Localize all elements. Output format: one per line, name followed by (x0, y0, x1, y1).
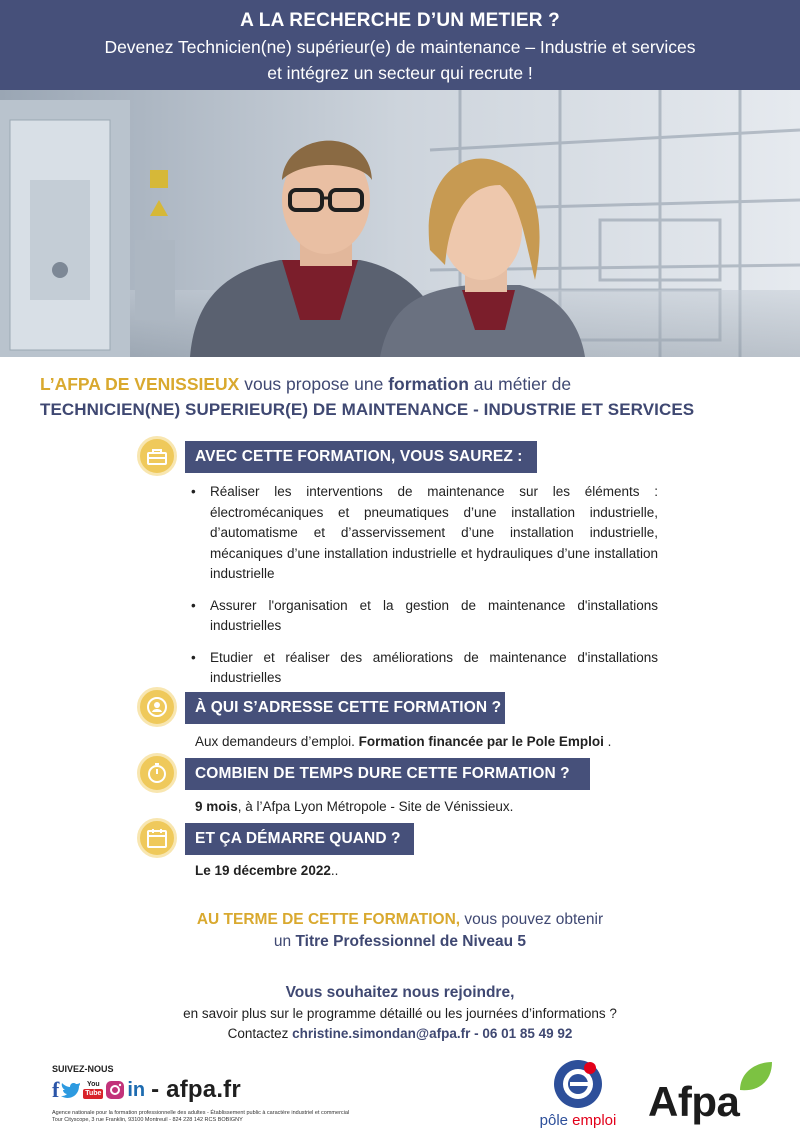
intro-text1: vous propose une (239, 374, 389, 394)
audience-icon (137, 687, 177, 727)
afpa-wordmark: Afpa (648, 1078, 740, 1125)
skills-list (190, 482, 658, 700)
pole-word: pôle (539, 1112, 573, 1129)
job-title: TECHNICIEN(NE) SUPERIEUR(E) DE MAINTENANCE - INDUSTRIE ET SERVICES (40, 400, 695, 419)
contact-label: Contactez (227, 1026, 293, 1041)
pole-emploi-emblem (528, 1058, 628, 1114)
header-banner (0, 0, 800, 90)
org-name: L’AFPA DE VENISSIEUX (40, 374, 240, 394)
outcome-line2 (0, 931, 800, 953)
start-icon (137, 818, 177, 858)
list-item: • Assurer l'organisation et la gestion de maintenance d'installations industrielles (190, 596, 658, 637)
twitter-icon[interactable] (61, 1080, 81, 1100)
pole-emploi-logo (528, 1058, 628, 1128)
audience-end: . (603, 734, 612, 749)
intro-formation: formation (388, 374, 469, 394)
website-link[interactable]: - afpa.fr (151, 1076, 241, 1103)
linkedin-icon[interactable]: in (127, 1078, 146, 1101)
follow-label: SUIVEZ-NOUS (52, 1064, 114, 1074)
audience-header: À QUI S’ADRESSE CETTE FORMATION ? (185, 692, 505, 724)
join-subtitle: en savoir plus sur le programme détaillé ou les journées d’informations ? (183, 1006, 617, 1021)
legal-notice (52, 1110, 392, 1124)
contact-phone[interactable]: 06 01 85 49 92 (482, 1026, 573, 1041)
start-date: Le 19 décembre 2022 (195, 863, 331, 878)
youtube-you: You (86, 1081, 100, 1088)
duration-header: COMBIEN DE TEMPS DURE CETTE FORMATION ? (185, 758, 590, 790)
outcome-text: vous pouvez obtenir (460, 911, 604, 928)
duration-icon (137, 753, 177, 793)
contact-email[interactable]: christine.simondan@afpa.fr (292, 1026, 471, 1041)
hero-image (0, 90, 800, 357)
list-item: • Réaliser les interventions de maintenance sur les éléments : électromécaniques et pneumatiques d’une installation industrielle, d’automatisme et d’asservissement d’une installation industrielle, mécaniques d’une installation industrielle et hydrauliques d’une installation industrielle (190, 482, 658, 585)
audience-answer (195, 732, 611, 752)
start-end: .. (330, 863, 339, 878)
header-subtitle-line1: Devenez Technicien(ne) supérieur(e) de maintenance – Industrie et services (104, 37, 696, 57)
youtube-icon[interactable] (83, 1079, 103, 1101)
toolbox-icon (145, 444, 169, 468)
social-links (52, 1077, 241, 1103)
facebook-icon[interactable]: f (52, 1077, 60, 1102)
join-title-text: Vous souhaitez nous rejoindre (285, 984, 511, 1001)
header-subtitle-line2: et intégrez un secteur qui recrute ! (267, 63, 533, 83)
emploi-word: emploi (572, 1112, 617, 1129)
start-header: ET ÇA DÉMARRE QUAND ? (185, 823, 414, 855)
legal-line1: Agence nationale pour la formation professionnelle des adultes - Établissement public à caractère industriel et commercial (52, 1110, 350, 1116)
join-comma: , (510, 984, 515, 1001)
duration-answer (195, 797, 513, 817)
calendar-icon (145, 826, 169, 850)
skills-icon (137, 436, 177, 476)
certification: Titre Professionnel de Niveau 5 (295, 933, 527, 950)
outcome-lead: AU TERME DE CETTE FORMATION, (196, 911, 461, 928)
duration-text: , à l’Afpa Lyon Métropole - Site de Vénissieux. (237, 799, 514, 814)
target-user-icon (145, 695, 169, 719)
audience-funding: Formation financée par le Pole Emploi (358, 734, 604, 749)
duration-value: 9 mois (195, 799, 238, 814)
outcome-prefix: un (273, 933, 296, 950)
afpa-logo (648, 1060, 778, 1126)
contact-sep: - (470, 1026, 483, 1041)
stopwatch-icon (145, 761, 169, 785)
audience-text: Aux demandeurs d’emploi. (195, 734, 359, 749)
youtube-tube: Tube (85, 1090, 102, 1097)
contact-line (0, 1024, 800, 1044)
header-title: A LA RECHERCHE D’UN METIER ? (240, 10, 560, 31)
skills-header: AVEC CETTE FORMATION, VOUS SAUREZ : (185, 441, 537, 473)
instagram-icon[interactable] (105, 1080, 125, 1100)
outcome (0, 909, 800, 953)
outcome-line1 (0, 909, 800, 931)
intro (40, 371, 770, 423)
start-answer (195, 861, 338, 881)
pole-emploi-wordmark (528, 1112, 628, 1129)
list-item: • Etudier et réaliser des améliorations de maintenance d'installations industrielles (190, 648, 658, 689)
legal-line2: Tour Cityscope, 3 rue Franklin, 93100 Montreuil - 824 228 142 RCS BOBIGNY (52, 1117, 243, 1123)
hero-illustration (0, 90, 800, 357)
intro-line1 (40, 371, 770, 397)
contact-block (0, 982, 800, 1044)
intro-text2: au métier de (468, 374, 572, 394)
join-title (0, 982, 800, 1004)
